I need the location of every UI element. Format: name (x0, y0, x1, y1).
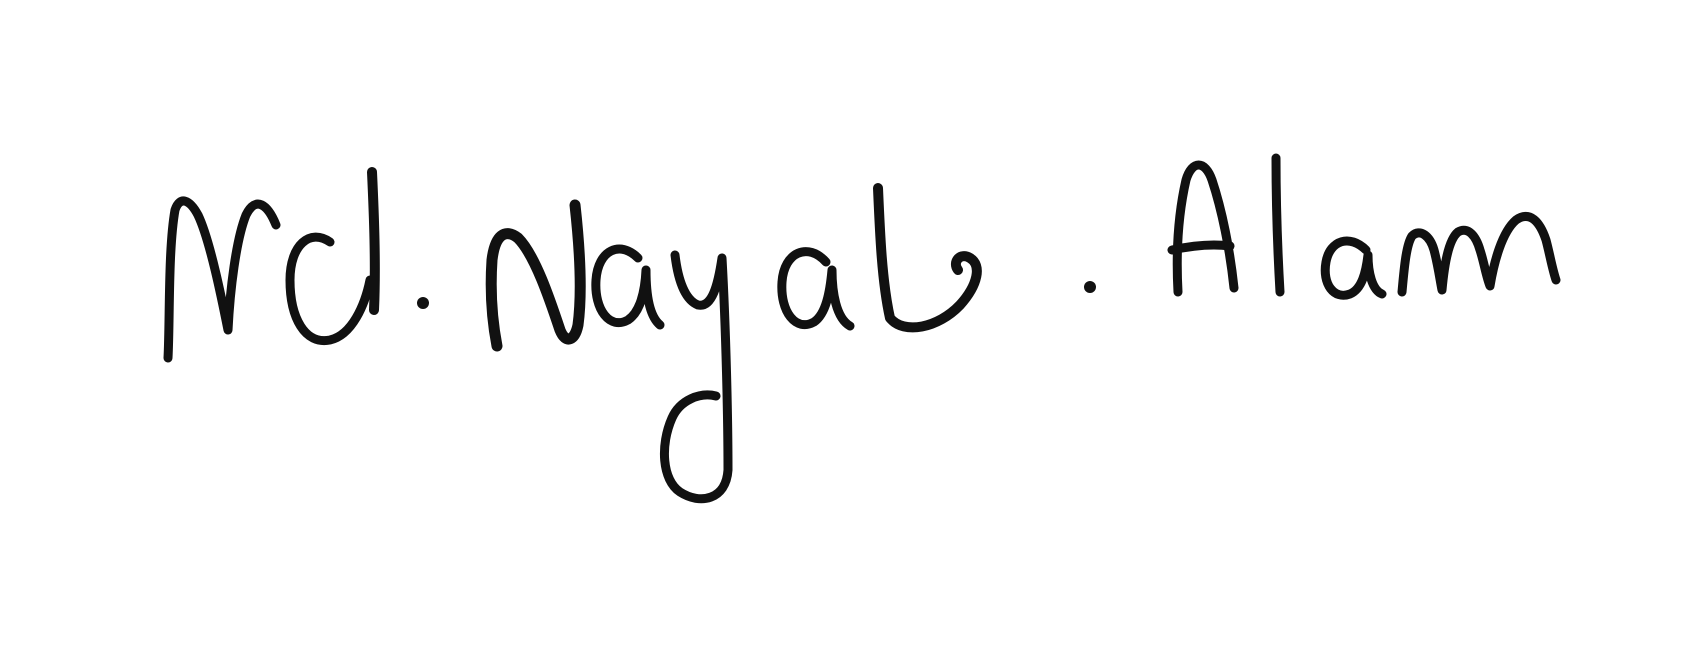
signature-dot-1 (417, 297, 429, 309)
signature-stroke-y (664, 255, 728, 499)
signature-stroke-a1 (596, 249, 660, 325)
signature-stroke-l (1276, 158, 1280, 292)
signature-stroke-n (491, 205, 580, 346)
signature-stroke-m (168, 201, 276, 358)
signature-dot-2 (1084, 281, 1096, 293)
signature-stroke-a2 (782, 252, 850, 326)
signature-stroke-a3 (1325, 241, 1382, 295)
signature-stroke-d (290, 237, 370, 340)
signature-stroke-b (878, 188, 977, 327)
signature-stroke-a-capital (1172, 165, 1234, 292)
signature-stroke-m2 (1402, 216, 1556, 292)
signature-stroke-d-stem (372, 172, 375, 310)
